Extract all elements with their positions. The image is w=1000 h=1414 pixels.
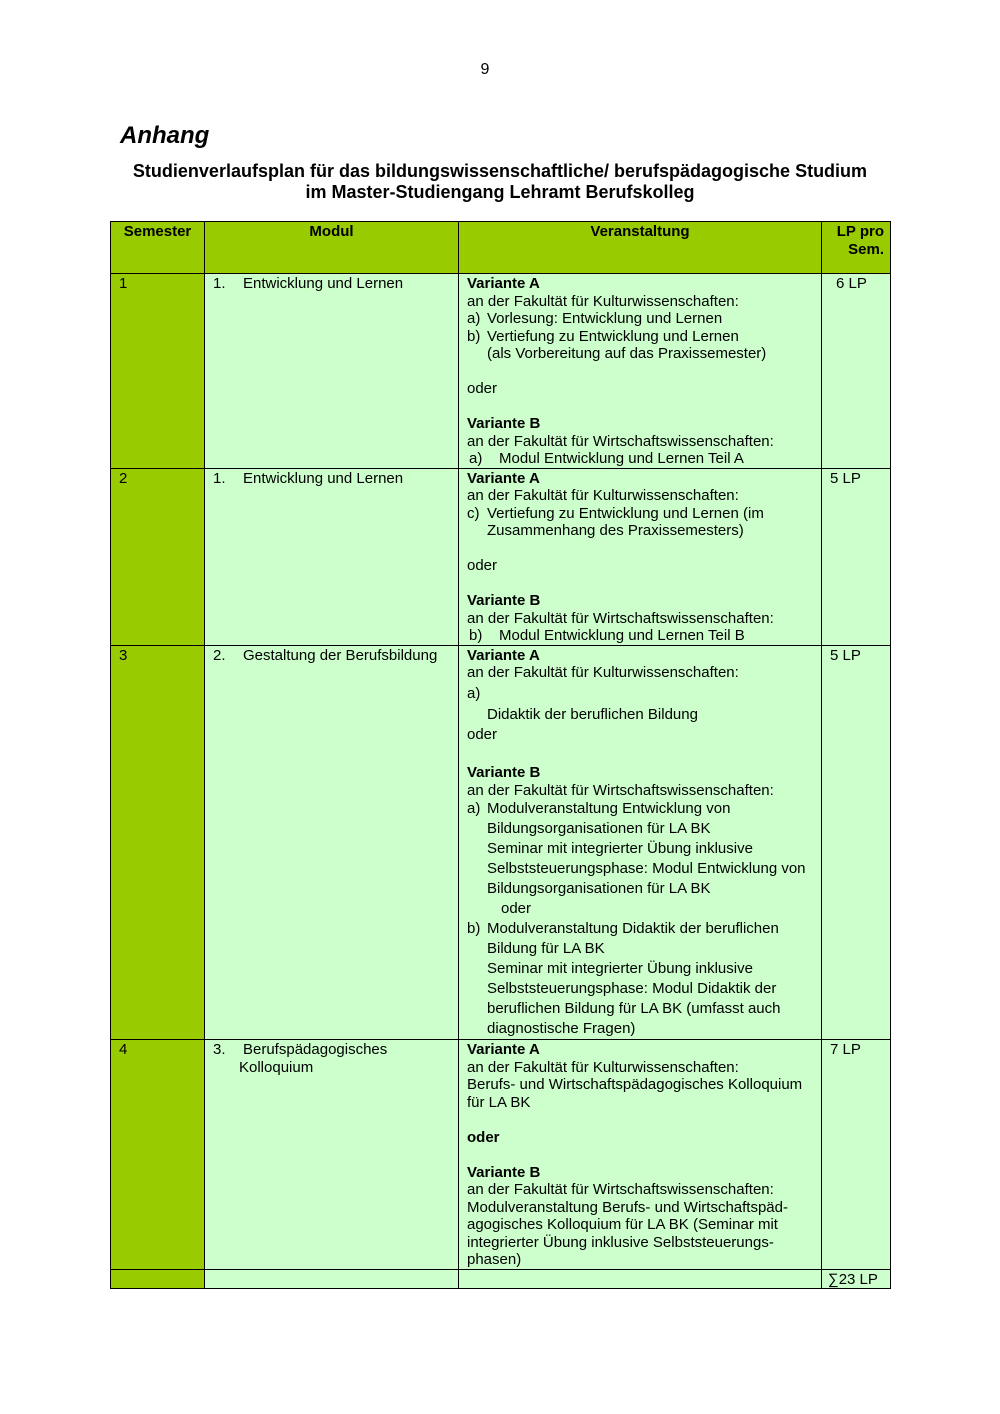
variant-a-title: Variante A xyxy=(467,1041,540,1058)
list-item-continued: Selbststeuerungsphase: Modul Didaktik der xyxy=(487,980,777,997)
lp-cell: 5 LP xyxy=(822,468,891,645)
course-text: integrierter Übung inklusive Selbststeuerungs- xyxy=(467,1233,774,1251)
header-veranstaltung: Veranstaltung xyxy=(459,222,822,274)
list-item-continued: Selbststeuerungsphase: Modul Entwicklung von xyxy=(487,860,806,877)
appendix-heading: Anhang xyxy=(120,122,210,149)
list-item-continued: Zusammenhang des Praxissemesters) xyxy=(487,522,744,539)
variant-a-faculty: an der Fakultät für Kulturwissenschaften: xyxy=(467,664,739,681)
variant-b-faculty: an der Fakultät für Wirtschaftswissenschaften: xyxy=(467,781,774,799)
course-text: agogisches Kolloquium für LA BK (Seminar mit xyxy=(467,1216,778,1233)
variant-b-faculty: an der Fakultät für Wirtschaftswissenschaften: xyxy=(467,609,774,627)
module-number: 1. xyxy=(213,275,226,292)
oder-text: oder xyxy=(467,380,498,397)
semester-cell-empty xyxy=(111,1269,205,1289)
module-name: Gestaltung der Berufsbildung xyxy=(243,646,438,664)
variant-a-faculty: an der Fakultät für Kulturwissenschaften: xyxy=(467,487,739,504)
list-marker: a) xyxy=(469,450,483,467)
oder-text: oder xyxy=(467,1128,500,1146)
course-cell xyxy=(459,1040,822,1270)
lp-cell: 6 LP xyxy=(822,274,891,469)
course-cell xyxy=(459,645,822,1040)
variant-b-faculty: an der Fakultät für Wirtschaftswissenschaften: xyxy=(467,1181,774,1198)
variant-a-title: Variante A xyxy=(467,646,540,664)
document-title xyxy=(110,161,890,203)
study-plan-table xyxy=(110,221,891,1289)
course-cell xyxy=(459,468,822,645)
header-modul: Modul xyxy=(205,222,459,274)
list-item-continued: beruflichen Bildung für LA BK (umfasst auch xyxy=(487,1000,781,1017)
list-item: Vertiefung zu Entwicklung und Lernen xyxy=(487,327,739,345)
lp-cell: 5 LP xyxy=(822,645,891,1040)
list-item: Modul Entwicklung und Lernen Teil A xyxy=(499,450,744,467)
course-text: phasen) xyxy=(467,1251,522,1268)
list-item: Modulveranstaltung Didaktik der beruflichen xyxy=(487,920,779,937)
list-item-continued: Bildung für LA BK xyxy=(487,940,605,957)
variant-b-title: Variante B xyxy=(467,592,541,609)
list-item: Modulveranstaltung Entwicklung von xyxy=(487,800,731,817)
list-marker: b) xyxy=(469,627,483,644)
list-item: Didaktik der beruflichen Bildung xyxy=(487,705,698,723)
list-marker: a) xyxy=(467,800,481,817)
variant-a-faculty: an der Fakultät für Kulturwissenschaften: xyxy=(467,1058,739,1076)
title-line-1: Studienverlaufsplan für das bildungswissenschaftliche/ berufspädagogische Studium xyxy=(132,161,868,181)
semester-cell: 4 xyxy=(111,1040,205,1270)
module-name: Entwicklung und Lernen xyxy=(243,275,404,292)
list-item-continued: Seminar mit integrierter Übung inklusive xyxy=(487,960,753,977)
table-header-row xyxy=(111,222,891,274)
variant-a-faculty: an der Fakultät für Kulturwissenschaften: xyxy=(467,292,739,310)
module-cell xyxy=(205,274,459,469)
course-text: für LA BK xyxy=(467,1093,531,1111)
total-lp-cell: ∑23 LP xyxy=(822,1269,891,1289)
variant-a-title: Variante A xyxy=(467,469,540,487)
module-number: 1. xyxy=(213,469,226,487)
course-cell xyxy=(459,274,822,469)
variant-a-title: Variante A xyxy=(467,275,540,292)
module-cell xyxy=(205,468,459,645)
module-name: Berufspädagogisches xyxy=(243,1041,388,1058)
list-item: Vertiefung zu Entwicklung und Lernen (im xyxy=(487,504,764,522)
list-marker: b) xyxy=(467,327,481,345)
course-text: Berufs- und Wirtschaftspädagogisches Kolloquium xyxy=(467,1076,803,1093)
list-marker: a) xyxy=(467,310,481,327)
semester-cell: 1 xyxy=(111,274,205,469)
list-item-continued: (als Vorbereitung auf das Praxissemester) xyxy=(487,345,767,362)
oder-text: oder xyxy=(501,900,532,917)
list-item-continued: Seminar mit integrierter Übung inklusive xyxy=(487,840,753,857)
semester-cell: 3 xyxy=(111,645,205,1040)
variant-b-title: Variante B xyxy=(467,415,541,432)
variant-b-title: Variante B xyxy=(467,1163,541,1181)
list-item-continued: Bildungsorganisationen für LA BK xyxy=(487,880,711,897)
list-marker: c) xyxy=(467,504,480,522)
course-text: Modulveranstaltung Berufs- und Wirtschaftspäd- xyxy=(467,1198,788,1216)
module-cell xyxy=(205,645,459,1040)
module-name-continued: Kolloquium xyxy=(239,1058,314,1076)
page-number: 9 xyxy=(480,61,490,78)
list-item: Vorlesung: Entwicklung und Lernen xyxy=(487,310,723,327)
list-item-continued: Bildungsorganisationen für LA BK xyxy=(487,820,711,837)
module-number: 3. xyxy=(213,1041,226,1058)
module-cell-empty xyxy=(205,1269,459,1289)
lp-cell: 7 LP xyxy=(822,1040,891,1270)
total-row xyxy=(111,1269,891,1289)
semester-cell: 2 xyxy=(111,468,205,645)
table-row xyxy=(111,645,891,1040)
header-lp-line-2: Sem. xyxy=(848,240,884,258)
list-marker: b) xyxy=(467,920,481,937)
list-marker: a) xyxy=(467,684,481,702)
table-row xyxy=(111,1040,891,1270)
module-name: Entwicklung und Lernen xyxy=(243,469,404,487)
list-item: Modul Entwicklung und Lernen Teil B xyxy=(499,627,745,644)
table-row xyxy=(111,468,891,645)
header-lp-line-1: LP pro xyxy=(836,223,884,240)
variant-b-title: Variante B xyxy=(467,764,541,781)
oder-text: oder xyxy=(467,557,498,574)
list-item-continued: diagnostische Fragen) xyxy=(487,1020,636,1037)
title-line-2: im Master-Studiengang Lehramt Berufskolleg xyxy=(305,182,695,202)
header-semester: Semester xyxy=(111,222,205,274)
variant-b-faculty: an der Fakultät für Wirtschaftswissenschaften: xyxy=(467,432,774,450)
module-cell xyxy=(205,1040,459,1270)
course-cell-empty xyxy=(459,1269,822,1289)
module-number: 2. xyxy=(213,646,226,664)
table-row xyxy=(111,274,891,469)
oder-text: oder xyxy=(467,725,498,743)
header-lp xyxy=(822,222,891,274)
